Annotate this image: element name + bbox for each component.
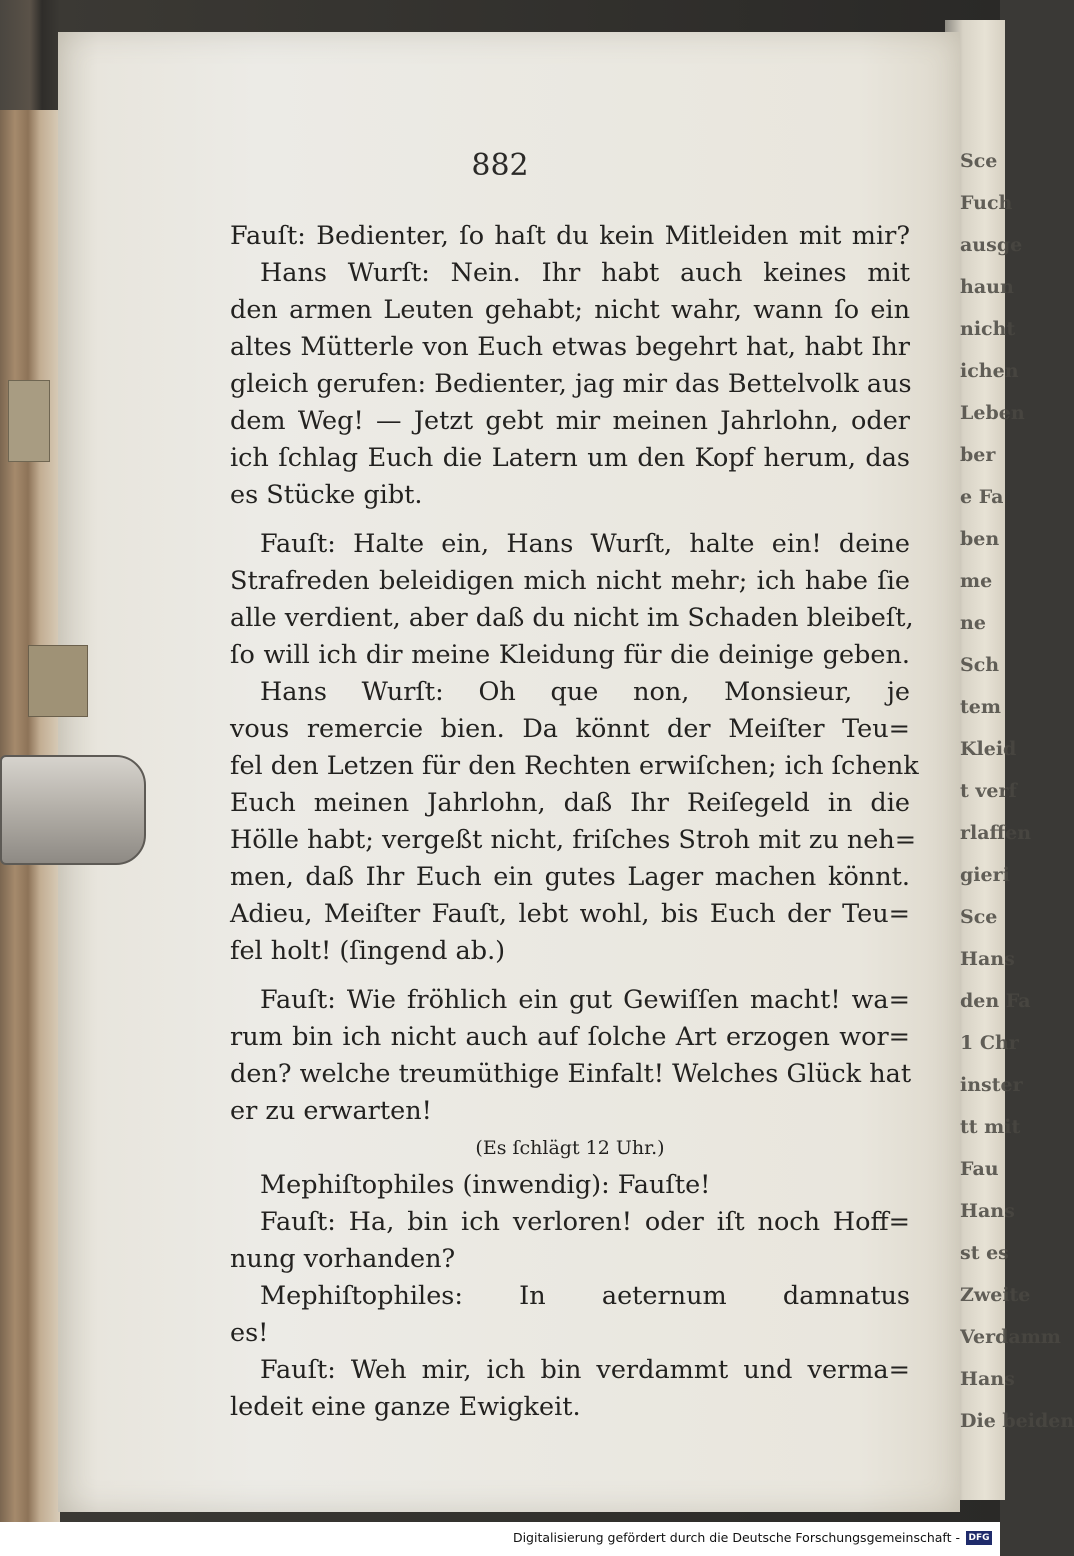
text-line: rum bin ich nicht auch auf ſolche Art erzogen wor=	[230, 1022, 910, 1052]
dfg-logo: DFG	[966, 1531, 992, 1545]
edge-fragment: Sch	[960, 654, 1000, 676]
edge-fragment: Leben	[960, 402, 1025, 424]
text-line: den armen Leuten gehabt; nicht wahr, wann ſo ein	[230, 295, 910, 325]
text-line: ich ſchlag Euch die Latern um den Kopf herum, das	[230, 443, 910, 473]
text-line: ſo will ich dir meine Kleidung für die deinige geben.	[230, 640, 910, 670]
text-line: Adieu, Meiſter Fauſt, lebt wohl, bis Euch der Teu=	[230, 899, 910, 929]
text-line: Euch meinen Jahrlohn, daß Ihr Reiſegeld in die	[230, 788, 910, 818]
edge-fragment: t verf	[960, 780, 1017, 802]
text-line: vous remercie bien. Da könnt der Meiſter Teu=	[230, 714, 910, 744]
edge-fragment: haun	[960, 276, 1014, 298]
text-line: fel holt! (ſingend ab.)	[230, 936, 506, 966]
edge-fragment: st es	[960, 1242, 1009, 1264]
text-line: nung vorhanden?	[230, 1244, 456, 1274]
edge-fragment: 1 Chr	[960, 1032, 1019, 1054]
text-line: gleich gerufen: Bedienter, jag mir das Bettelvolk aus	[230, 369, 912, 399]
text-line: es!	[230, 1318, 269, 1348]
edge-fragment: Hans	[960, 1368, 1015, 1390]
edge-fragment: den Fa	[960, 990, 1031, 1012]
text-line: Strafreden beleidigen mich nicht mehr; ich habe ſie	[230, 566, 910, 596]
edge-fragment: me	[960, 570, 993, 592]
paper-tab	[8, 380, 50, 462]
text-line: (Es ſchlägt 12 Uhr.)	[475, 1137, 665, 1159]
text-line: Hölle habt; vergeßt nicht, friſches Stroh mit zu neh=	[230, 825, 917, 855]
text-line: ledeit eine ganze Ewigkeit.	[230, 1392, 581, 1422]
text-line: altes Mütterle von Euch etwas begehrt hat, habt Ihr	[230, 332, 910, 362]
edge-fragment: tem	[960, 696, 1001, 718]
text-line: Mephiſtophiles: In aeternum damnatus	[260, 1281, 910, 1311]
text-line: Fauſt: Bedienter, ſo haſt du kein Mitleiden mit mir?	[230, 221, 910, 251]
edge-fragment: tt mit	[960, 1116, 1021, 1138]
edge-fragment: Zweite	[960, 1284, 1031, 1306]
edge-fragment: Fau	[960, 1158, 999, 1180]
edge-fragment: Sce	[960, 906, 998, 928]
page-clip	[0, 755, 146, 865]
edge-fragment: e Fa	[960, 486, 1004, 508]
text-line: den? welche treumüthige Einfalt! Welches Glück hat	[230, 1059, 912, 1089]
text-line: Fauſt: Ha, bin ich verloren! oder iſt noch Hoff=	[260, 1207, 910, 1237]
text-line: es Stücke gibt.	[230, 480, 423, 510]
edge-fragment: inster	[960, 1074, 1023, 1096]
edge-fragment: Sce	[960, 150, 998, 172]
body-text	[230, 218, 919, 1426]
edge-fragment: Hans	[960, 948, 1015, 970]
edge-fragment: ichen	[960, 360, 1019, 382]
paragraph-gap	[230, 970, 910, 982]
page-number: 882	[471, 148, 529, 183]
edge-fragment: nicht	[960, 318, 1016, 340]
footer-credit: Digitalisierung gefördert durch die Deutsche Forschungsgemeinschaft -	[512, 1530, 960, 1545]
text-line: Fauſt: Weh mir, ich bin verdammt und verma=	[260, 1355, 910, 1385]
edge-fragment: Die beiden	[960, 1410, 1074, 1432]
edge-fragment: ne	[960, 612, 986, 634]
edge-fragment: ber	[960, 444, 996, 466]
footer-bar	[0, 1522, 1000, 1556]
text-line: men, daß Ihr Euch ein gutes Lager machen könnt.	[230, 862, 910, 892]
edge-fragment: Kleid	[960, 738, 1017, 760]
edge-fragment: rlaffen	[960, 822, 1032, 844]
text-line: Hans Wurſt: Oh que non, Monsieur, je	[260, 677, 910, 707]
edge-fragment: ausge	[960, 234, 1023, 256]
text-line: er zu erwarten!	[230, 1096, 432, 1126]
text-line: alle verdient, aber daß du nicht im Schaden bleibeſt,	[230, 603, 914, 633]
edge-fragment: ben	[960, 528, 1000, 550]
text-line: Hans Wurſt: Nein. Ihr habt auch keines mit	[260, 258, 910, 288]
edge-fragment: Verdamm	[960, 1326, 1061, 1348]
text-line: dem Weg! — Jetzt gebt mir meinen Jahrlohn, oder	[230, 406, 910, 436]
text-line: Fauſt: Wie fröhlich ein gut Gewiſſen macht! wa=	[260, 985, 910, 1015]
text-line: Mephiſtophiles (inwendig): Fauſte!	[260, 1170, 711, 1200]
paragraph-gap	[230, 514, 910, 526]
edge-fragment: Fuch	[960, 192, 1013, 214]
edge-fragment: gieri	[960, 864, 1010, 886]
text-line: Fauſt: Halte ein, Hans Wurſt, halte ein! deine	[260, 529, 910, 559]
edge-fragment: Hans	[960, 1200, 1015, 1222]
paper-tab	[28, 645, 88, 717]
text-line: fel den Letzen für den Rechten erwiſchen; ich ſchenk	[230, 751, 919, 781]
